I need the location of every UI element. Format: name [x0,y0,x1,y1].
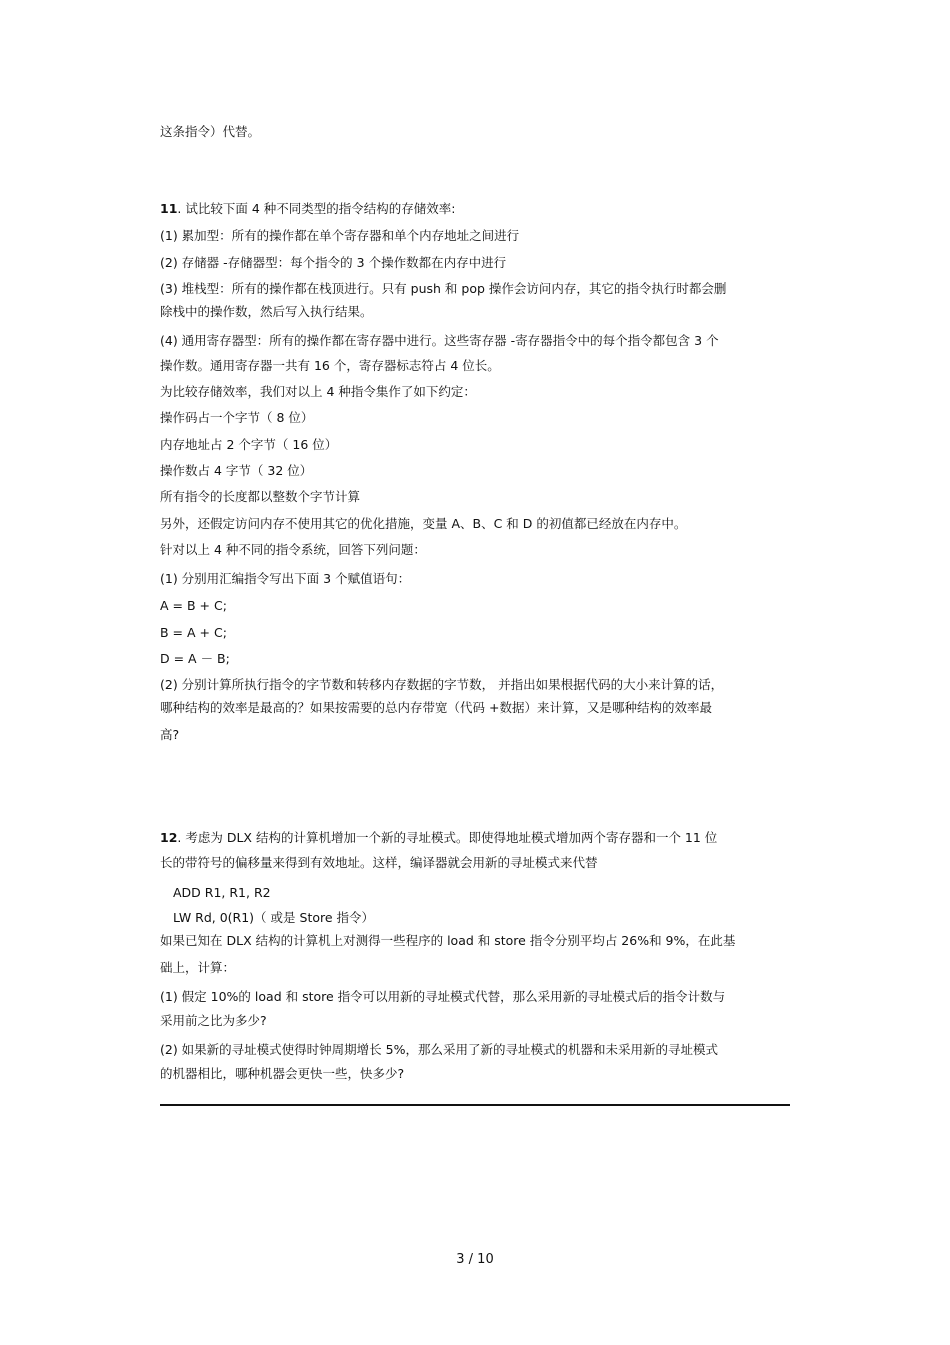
page-number: 3 / 10 [456,1252,494,1267]
q12-line: (2) 如果新的寻址模式使得时钟周期增长 5%，那么采用了新的寻址模式的机器和未采用新的寻址模式 [160,1042,718,1057]
horizontal-rule [160,1104,790,1106]
q11-line: 哪种结构的效率是最高的？如果按需要的总内存带宽（代码 +数据）来计算，又是哪种结构的效率最 [160,700,712,715]
q11-line: 针对以上 4 种不同的指令系统，回答下列问题： [160,542,426,557]
q12-code-line: LW Rd, 0(R1)（ 或是 Store 指令） [173,910,375,925]
q12-code-line: ADD R1, R1, R2 [173,885,271,900]
q12-line: (1) 假定 10%的 load 和 store 指令可以用新的寻址模式代替，那么采用新的寻址模式后的指令计数与 [160,989,726,1004]
q11-line: 操作数。通用寄存器一共有 16 个，寄存器标志符占 4 位长。 [160,358,500,373]
q11-number: 11 [160,201,178,216]
q11-line: 操作码占一个字节（ 8 位） [160,410,314,425]
q12-line: 采用前之比为多少? [160,1013,267,1028]
q12-line: 如果已知在 DLX 结构的计算机上对测得一些程序的 load 和 store 指令分别平均占 26%和 9%，在此基 [160,933,736,948]
q11-line: (4) 通用寄存器型：所有的操作都在寄存器中进行。这些寄存器 -寄存器指令中的每个指令都包含 3 个 [160,333,719,348]
q12-number: 12 [160,830,178,845]
q11-code-line: B = A + C; [160,625,227,640]
q12-line: 的机器相比，哪种机器会更快一些，快多少? [160,1066,405,1081]
q11-line: (1) 分别用汇编指令写出下面 3 个赋值语句： [160,571,411,586]
q11-title [160,201,455,217]
q12-line: 础上，计算： [160,960,236,975]
q12-line: 长的带符号的偏移量来得到有效地址。这样，编译器就会用新的寻址模式来代替 [160,855,598,870]
q11-line: 为比较存储效率，我们对以上 4 种指令集作了如下约定： [160,384,476,399]
q11-code-line: D = A － B; [160,651,230,666]
q11-code-line: A = B + C; [160,598,227,613]
q11-line: (1) 累加型：所有的操作都在单个寄存器和单个内存地址之间进行 [160,228,520,243]
q11-line: (3) 堆栈型：所有的操作都在栈顶进行。只有 push 和 pop 操作会访问内存，其它的指令执行时都会删 [160,281,727,296]
q12-title-text: . 考虑为 DLX 结构的计算机增加一个新的寻址模式。即使得地址模式增加两个寄存器和一个 11 位 [177,830,718,845]
q11-line: (2) 分别计算所执行指令的字节数和转移内存数据的字节数， 并指出如果根据代码的大小来计算的话， [160,677,724,692]
q11-line: 内存地址占 2 个字节（ 16 位） [160,437,338,452]
q11-line: 高? [160,727,180,742]
q12-title [160,830,717,846]
q11-line: 操作数占 4 字节（ 32 位） [160,463,313,478]
q11-line: 另外，还假定访问内存不使用其它的优化措施，变量 A、B、C 和 D 的初值都已经放在内存中。 [160,516,687,531]
q11-title-text: . 试比较下面 4 种不同类型的指令结构的存储效率: [177,201,456,216]
q11-line: 所有指令的长度都以整数个字节计算 [160,489,361,504]
intro-line: 这条指令）代替。 [160,124,261,139]
q11-line: (2) 存储器 -存储器型：每个指令的 3 个操作数都在内存中进行 [160,255,507,270]
q11-line: 除栈中的操作数，然后写入执行结果。 [160,304,373,319]
